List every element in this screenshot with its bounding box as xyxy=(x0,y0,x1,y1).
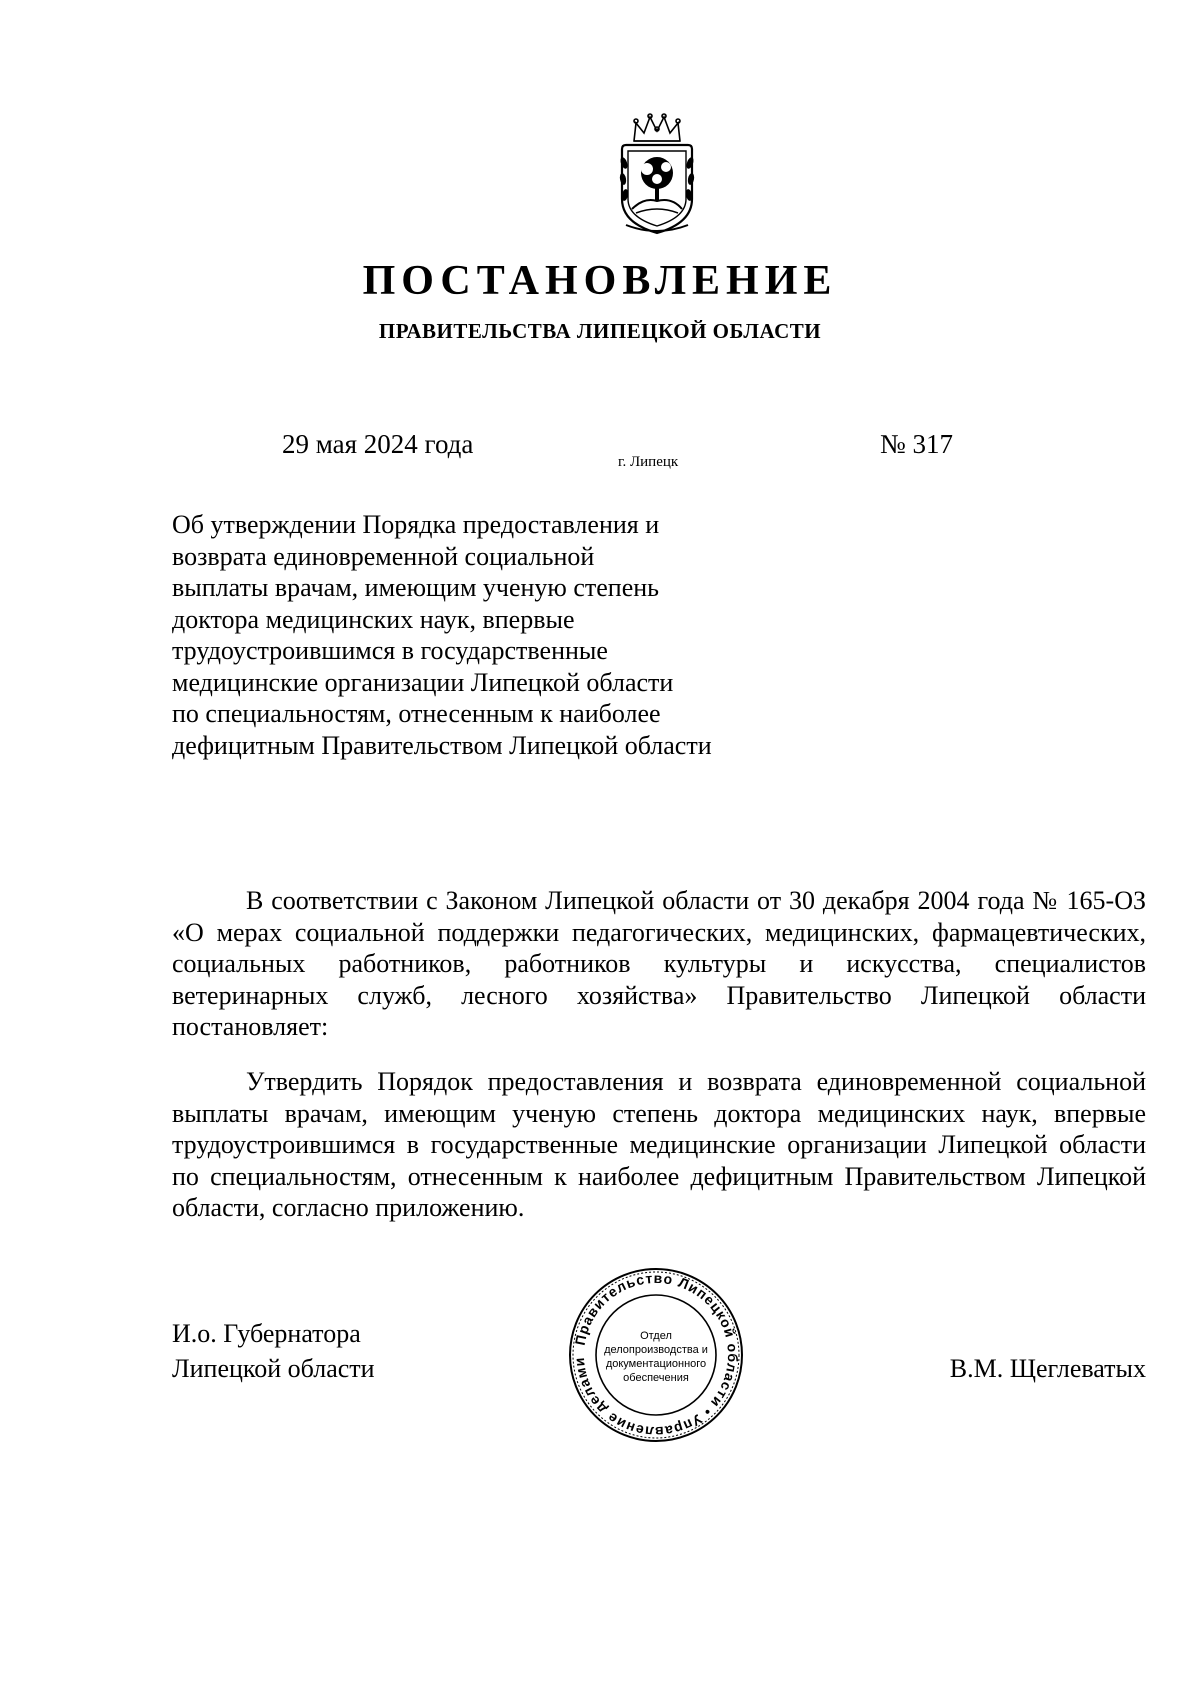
document-number: № 317 xyxy=(880,429,954,459)
document-date: 29 мая 2024 года xyxy=(282,429,474,459)
signature-position-line-2: Липецкой области xyxy=(172,1354,375,1383)
coat-of-arms-icon xyxy=(614,113,700,237)
stamp-inner-line-1: Отдел xyxy=(640,1330,672,1342)
document-heading: Об утверждении Порядка предоставления и возврата единовременной социальной выплаты врачам, имеющим ученую степень доктора медицинских наук, впервые трудоустроившимся в государственные медицинские организации Липецкой области по специальностям, отнесенным к наиболее дефицитным Правительством Липецкой области xyxy=(172,510,712,760)
signature-position-line-1: И.о. Губернатора xyxy=(172,1319,361,1348)
stamp-inner-line-3: документационного xyxy=(605,1358,707,1370)
stamp-outer-text: Правительство Липецкой области • Управление делами xyxy=(570,1269,742,1441)
stamp-inner-line-2: делопроизводства и xyxy=(604,1344,708,1356)
signature-position xyxy=(172,1316,375,1386)
official-stamp xyxy=(568,1267,744,1443)
body-paragraph-1: В соответствии с Законом Липецкой области от 30 декабря 2004 года № 165-ОЗ «О мерах социальной поддержки педагогических, медицинских, фармацевтических, социальных работников, работников культуры и искусства, специалистов ветеринарных служб, лесного хозяйства» Правительство Липецкой области постановляет: xyxy=(172,886,1146,1042)
stamp-inner-line-4: обеспечения xyxy=(623,1372,689,1384)
document-title: ПОСТАНОВЛЕНИЕ xyxy=(362,258,838,304)
body-paragraph-2: Утвердить Порядок предоставления и возврата единовременной социальной выплаты врачам, имеющим ученую степень доктора медицинских наук, впервые трудоустроившимся в государственные медицинские организации Липецкой области по специальностям, отнесенным к наиболее дефицитным Правительством Липецкой области, согласно приложению. xyxy=(172,1067,1146,1223)
signer-name: В.М. Щеглеватых xyxy=(949,1354,1146,1383)
document-city: г. Липецк xyxy=(618,454,679,470)
document-subtitle: ПРАВИТЕЛЬСТВА ЛИПЕЦКОЙ ОБЛАСТИ xyxy=(378,319,822,343)
